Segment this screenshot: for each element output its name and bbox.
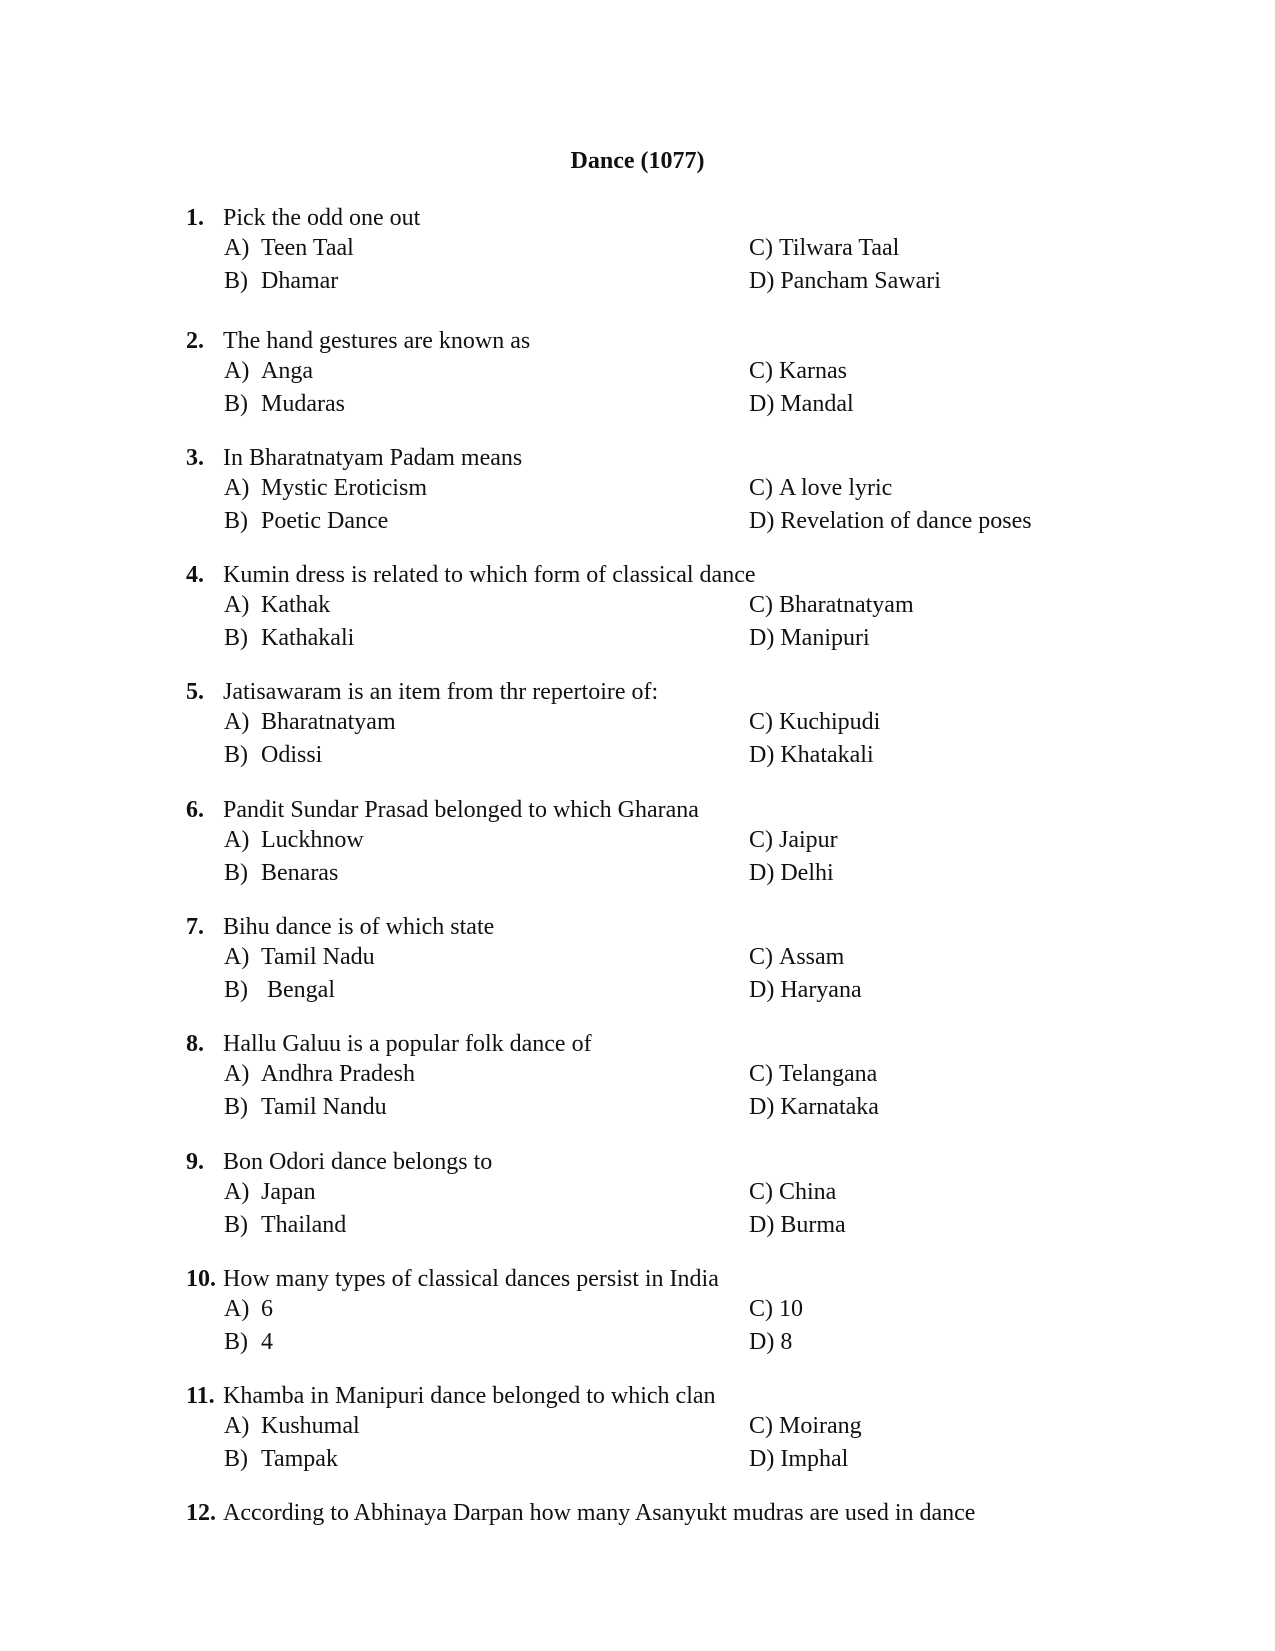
option-d: D) Khatakali <box>749 742 874 768</box>
question-item <box>186 1146 1086 1263</box>
question-item <box>186 202 1086 325</box>
question-number: 6. <box>186 797 204 823</box>
option-b: B) Tampak <box>224 1446 338 1472</box>
question-item <box>186 911 1086 1028</box>
option-d: D) Mandal <box>749 391 854 417</box>
question-text: How many types of classical dances persist in India <box>223 1266 719 1292</box>
option-c: C) Bharatnatyam <box>749 592 914 618</box>
option-a: A) Luckhnow <box>224 827 364 853</box>
option-b: B) Odissi <box>224 742 323 768</box>
question-item <box>186 1380 1086 1497</box>
question-item <box>186 676 1086 794</box>
question-number: 3. <box>186 445 204 471</box>
question-text: In Bharatnatyam Padam means <box>223 445 523 471</box>
question-number: 12. <box>186 1500 216 1526</box>
question-number: 4. <box>186 562 204 588</box>
question-text: Hallu Galuu is a popular folk dance of <box>223 1031 592 1057</box>
question-stem <box>186 1497 975 1529</box>
question-stem <box>186 676 658 708</box>
option-a: A) Bharatnatyam <box>224 709 396 735</box>
question-number: 9. <box>186 1149 204 1175</box>
option-d: D) Imphal <box>749 1446 849 1472</box>
question-number: 11. <box>186 1383 215 1409</box>
option-d: D) Karnataka <box>749 1094 879 1120</box>
page-title: Dance (1077) <box>570 148 705 174</box>
option-c: C) Kuchipudi <box>749 709 881 735</box>
question-text: Jatisawaram is an item from thr repertoire of: <box>223 679 659 705</box>
question-stem <box>186 1263 719 1295</box>
option-c: C) Moirang <box>749 1413 862 1439</box>
question-stem <box>186 202 420 234</box>
question-item <box>186 1497 1086 1537</box>
question-item <box>186 442 1086 559</box>
option-b: B) Dhamar <box>224 268 339 294</box>
option-a: A) Anga <box>224 358 313 384</box>
option-b: B) Kathakali <box>224 625 355 651</box>
question-item <box>186 1028 1086 1146</box>
option-a: A) Andhra Pradesh <box>224 1061 415 1087</box>
question-stem <box>186 1028 592 1060</box>
question-stem <box>186 911 494 943</box>
question-text: Kumin dress is related to which form of classical dance <box>223 562 756 588</box>
question-text: Khamba in Manipuri dance belonged to which clan <box>223 1383 716 1409</box>
question-stem <box>186 794 699 826</box>
option-b: B) 4 <box>224 1329 273 1355</box>
question-number: 10. <box>186 1266 216 1292</box>
option-c: C) A love lyric <box>749 475 893 501</box>
option-d: D) Manipuri <box>749 625 870 651</box>
option-d: D) Haryana <box>749 977 862 1003</box>
option-a: A) Kathak <box>224 592 331 618</box>
question-stem <box>186 442 522 474</box>
option-b: B) Thailand <box>224 1212 347 1238</box>
option-c: C) Jaipur <box>749 827 838 853</box>
question-item <box>186 325 1086 442</box>
question-stem <box>186 1380 716 1412</box>
question-item <box>186 1263 1086 1380</box>
option-a: A) Mystic Eroticism <box>224 475 427 501</box>
option-c: C) Karnas <box>749 358 847 384</box>
option-b: B) Tamil Nandu <box>224 1094 387 1120</box>
question-list <box>186 202 1086 1537</box>
option-d: D) 8 <box>749 1329 793 1355</box>
question-number: 2. <box>186 328 204 354</box>
option-d: D) Revelation of dance poses <box>749 508 1032 534</box>
question-number: 1. <box>186 205 204 231</box>
question-text: According to Abhinaya Darpan how many Asanyukt mudras are used in dance <box>223 1500 976 1526</box>
option-a: A) Kushumal <box>224 1413 360 1439</box>
option-d: D) Delhi <box>749 860 834 886</box>
question-text: Bon Odori dance belongs to <box>223 1149 493 1175</box>
question-stem <box>186 1146 492 1178</box>
option-a: A) Japan <box>224 1179 316 1205</box>
option-d: D) Pancham Sawari <box>749 268 941 294</box>
option-a: A) Teen Taal <box>224 235 354 261</box>
question-stem <box>186 559 756 591</box>
question-text: Pick the odd one out <box>223 205 421 231</box>
question-item <box>186 559 1086 676</box>
option-c: C) Assam <box>749 944 845 970</box>
question-number: 8. <box>186 1031 204 1057</box>
option-c: C) Tilwara Taal <box>749 235 900 261</box>
option-d: D) Burma <box>749 1212 846 1238</box>
question-number: 5. <box>186 679 204 705</box>
option-a: A) Tamil Nadu <box>224 944 375 970</box>
option-b: B) Poetic Dance <box>224 508 389 534</box>
option-c: C) 10 <box>749 1296 803 1322</box>
option-b: B) Benaras <box>224 860 339 886</box>
option-c: C) Telangana <box>749 1061 878 1087</box>
option-a: A) 6 <box>224 1296 273 1322</box>
question-number: 7. <box>186 914 204 940</box>
option-b: B) Bengal <box>224 977 335 1003</box>
question-text: The hand gestures are known as <box>223 328 531 354</box>
option-b: B) Mudaras <box>224 391 345 417</box>
question-stem <box>186 325 530 357</box>
question-text: Pandit Sundar Prasad belonged to which Gharana <box>223 797 699 823</box>
question-item <box>186 794 1086 911</box>
option-c: C) China <box>749 1179 837 1205</box>
question-text: Bihu dance is of which state <box>223 914 495 940</box>
